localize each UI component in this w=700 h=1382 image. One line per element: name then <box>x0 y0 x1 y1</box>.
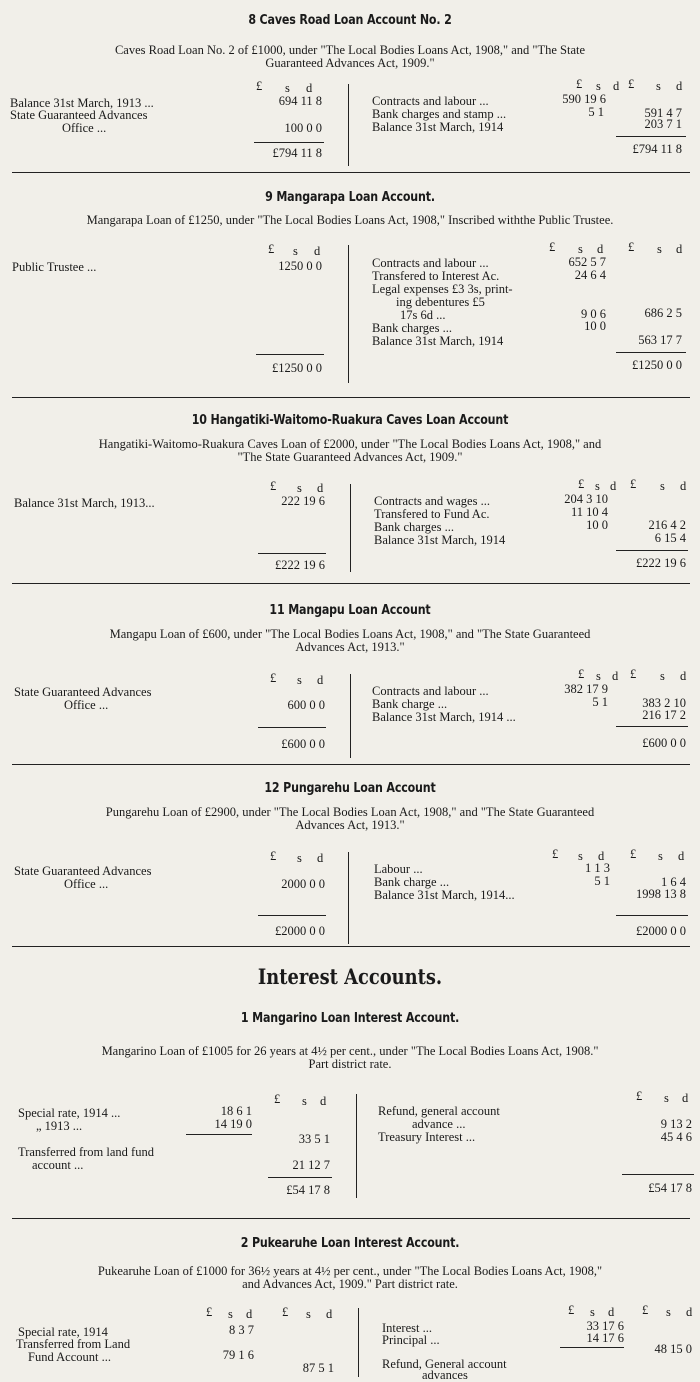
col-header-s: s <box>666 1305 671 1319</box>
col-header-s: s <box>578 849 583 863</box>
ledger-amount: 14 17 6 <box>586 1331 624 1345</box>
ledger-label: Refund, General account <box>382 1357 507 1371</box>
ledger-label: Bank charge ... <box>372 697 448 711</box>
ledger-total: £222 19 6 <box>275 558 325 572</box>
col-header-d: d <box>612 669 619 683</box>
ledger-amount: 652 5 7 <box>568 255 606 269</box>
account-title: 8 Caves Road Loan Account No. 2 <box>248 12 452 28</box>
col-header-s: s <box>590 1305 595 1319</box>
ledger-label: Contracts and labour ... <box>372 256 489 270</box>
ledger-label: advance ... <box>412 1117 466 1131</box>
ledger-amount: 686 2 5 <box>644 306 682 320</box>
col-header-s: s <box>657 242 662 256</box>
divider <box>12 764 690 765</box>
ledger-label: Contracts and labour ... <box>372 684 489 698</box>
ledger-total: £1250 0 0 <box>632 358 682 372</box>
ledger-label: advances <box>422 1368 468 1382</box>
ledger-label: State Guaranteed Advances <box>14 685 152 699</box>
ledger-amount: 5 1 <box>592 695 608 709</box>
col-header-s: s <box>297 851 302 865</box>
account-description: Mangarino Loan of £1005 for 26 years at 4½ per cent., under "The Local Bodies Loans Act, 1908." <box>101 1044 599 1058</box>
col-header-d: d <box>680 479 687 493</box>
ledger-total: £222 19 6 <box>636 556 686 570</box>
col-header-s: s <box>664 1091 669 1105</box>
col-header-pound: £ <box>630 847 637 861</box>
ledger-label: Balance 31st March, 1913 ... <box>10 96 154 110</box>
col-header-pound: £ <box>568 1303 575 1317</box>
col-header-d: d <box>676 242 683 256</box>
ledger-amount: 33 5 1 <box>298 1132 330 1146</box>
account-description: and Advances Act, 1909." Part district rate. <box>242 1277 458 1291</box>
col-header-pound: £ <box>578 667 585 681</box>
ledger-amount: 590 19 6 <box>562 92 606 106</box>
col-header-d: d <box>613 79 620 93</box>
ledger-label: Interest ... <box>382 1321 432 1335</box>
col-header-pound: £ <box>630 477 637 491</box>
ledger-amount: 24 6 4 <box>574 268 606 282</box>
account-title: 10 Hangatiki-Waitomo-Ruakura Caves Loan Account <box>191 412 509 428</box>
ledger-label: Contracts and wages ... <box>374 494 490 508</box>
account-description: Guaranteed Advances Act, 1909." <box>265 56 435 70</box>
col-header-pound: £ <box>282 1305 289 1319</box>
ledger-amount: 6 15 4 <box>654 531 686 545</box>
ledger-amount: 79 1 6 <box>222 1348 254 1362</box>
account-description: Pukearuhe Loan of £1000 for 36½ years at 4½ per cent., under "The Local Bodies Loans Act, 1908," <box>97 1264 603 1278</box>
ledger-label: Transferred from Land <box>16 1337 131 1351</box>
account-description: Hangatiki-Waitomo-Ruakura Caves Loan of £2000, under "The Local Bodies Loans Act, 1908," and <box>98 437 602 451</box>
ledger-total: £600 0 0 <box>642 736 686 750</box>
account-description: Part district rate. <box>308 1057 392 1071</box>
divider <box>12 1218 690 1219</box>
ledger-label: Office ... <box>64 877 109 891</box>
ledger-amount: 1998 13 8 <box>636 887 686 901</box>
ledger-amount: 694 11 8 <box>278 94 322 108</box>
ledger-label: Bank charge ... <box>374 875 450 889</box>
account-title: 1 Mangarino Loan Interest Account. <box>240 1010 460 1026</box>
ledger-amount: 600 0 0 <box>287 698 325 712</box>
ledger-label: State Guaranteed Advances <box>10 108 148 122</box>
ledger-label: Balance 31st March, 1914... <box>374 888 515 902</box>
ledger-total: £794 11 8 <box>272 146 322 160</box>
col-header-s: s <box>578 242 583 256</box>
col-header-pound: £ <box>552 847 559 861</box>
divider <box>12 172 690 173</box>
col-header-s: s <box>302 1094 307 1108</box>
account-description: Mangapu Loan of £600, under "The Local Bodies Loans Act, 1908," and "The State Guaranteed <box>109 627 591 641</box>
ledger-amount: 216 4 2 <box>648 518 686 532</box>
col-header-s: s <box>595 479 600 493</box>
ledger-total: £2000 0 0 <box>275 924 325 938</box>
section-heading: Interest Accounts. <box>257 964 443 989</box>
ledger-total: £600 0 0 <box>281 737 325 751</box>
ledger-label: Legal expenses £3 3s, print- <box>372 282 513 296</box>
col-header-d: d <box>317 481 324 495</box>
col-header-d: d <box>686 1305 693 1319</box>
col-header-pound: £ <box>549 240 556 254</box>
ledger-label: Labour ... <box>374 862 423 876</box>
ledger-label: 17s 6d ... <box>400 308 446 322</box>
ledger-label: Principal ... <box>382 1333 440 1347</box>
col-header-s: s <box>306 1307 311 1321</box>
account-title: 2 Pukearuhe Loan Interest Account. <box>240 1235 460 1251</box>
account-description: Advances Act, 1913." <box>295 818 405 832</box>
ledger-label: Balance 31st March, 1914 <box>372 120 504 134</box>
ledger-amount: 10 0 <box>586 518 608 532</box>
ledger-label: Special rate, 1914 <box>18 1325 108 1339</box>
ledger-label: Transfered to Fund Ac. <box>374 507 490 521</box>
ledger-amount: 383 2 10 <box>642 696 686 710</box>
ledger-amount: 203 7 1 <box>644 117 682 131</box>
col-header-d: d <box>598 849 605 863</box>
ledger-label: State Guaranteed Advances <box>14 864 152 878</box>
col-header-d: d <box>682 1091 689 1105</box>
col-header-pound: £ <box>256 79 263 93</box>
ledger-amount: 563 17 7 <box>638 333 682 347</box>
col-header-d: d <box>678 849 685 863</box>
account-description: Pungarehu Loan of £2900, under "The Local Bodies Loan Act, 1908," and "The State Guaranteed <box>105 805 595 819</box>
ledger-amount: 222 19 6 <box>281 494 325 508</box>
ledger-amount: 204 3 10 <box>564 492 608 506</box>
ledger-amount: 1250 0 0 <box>278 259 322 273</box>
account-description: "The State Guaranteed Advances Act, 1909." <box>237 450 463 464</box>
ledger-label: Contracts and labour ... <box>372 94 489 108</box>
ledger-label: Transferred from land fund <box>18 1145 154 1159</box>
ledger-amount: 382 17 9 <box>564 682 608 696</box>
ledger-label: Transfered to Interest Ac. <box>372 269 500 283</box>
ledger-amount: 5 1 <box>594 874 610 888</box>
col-header-d: d <box>326 1307 333 1321</box>
ledger-amount: 5 1 <box>588 105 604 119</box>
ledger-label: Treasury Interest ... <box>378 1130 476 1144</box>
ledger-amount: 8 3 7 <box>229 1323 254 1337</box>
ledger-label: Refund, general account <box>378 1104 500 1118</box>
divider <box>12 583 690 584</box>
col-header-pound: £ <box>578 477 585 491</box>
col-header-d: d <box>317 851 324 865</box>
ledger-amount: 591 4 7 <box>644 106 682 120</box>
col-header-d: d <box>597 242 604 256</box>
col-header-d: d <box>676 79 683 93</box>
ledger-total: £1250 0 0 <box>272 361 322 375</box>
col-header-d: d <box>680 669 687 683</box>
ledger-label: Office ... <box>62 121 107 135</box>
col-header-s: s <box>596 79 601 93</box>
col-header-pound: £ <box>274 1092 281 1106</box>
ledger-label: Bank charges ... <box>372 321 452 335</box>
col-header-pound: £ <box>270 671 277 685</box>
col-header-s: s <box>285 81 290 95</box>
ledger-amount: 21 12 7 <box>292 1158 330 1172</box>
ledger-label: Public Trustee ... <box>12 260 97 274</box>
account-description: Advances Act, 1913." <box>295 640 405 654</box>
ledger-label: ing debentures £5 <box>396 295 485 309</box>
ledger-total: £54 17 8 <box>286 1183 330 1197</box>
account-title: 11 Mangapu Loan Account <box>269 602 431 618</box>
col-header-d: d <box>314 244 321 258</box>
ledger-amount: 33 17 6 <box>586 1319 624 1333</box>
col-header-s: s <box>656 79 661 93</box>
ledger-label: Special rate, 1914 ... <box>18 1106 121 1120</box>
ledger-label: Balance 31st March, 1914 <box>372 334 504 348</box>
ledger-amount: 18 6 1 <box>220 1104 252 1118</box>
ledger-amount: 9 0 6 <box>581 307 606 321</box>
col-header-pound: £ <box>576 77 583 91</box>
col-header-pound: £ <box>636 1089 643 1103</box>
col-header-s: s <box>660 479 665 493</box>
col-header-d: d <box>610 479 617 493</box>
ledger-amount: 100 0 0 <box>284 121 322 135</box>
divider <box>12 397 690 398</box>
col-header-s: s <box>297 673 302 687</box>
ledger-amount: 87 5 1 <box>302 1361 334 1375</box>
ledger-amount: 14 19 0 <box>214 1117 252 1131</box>
ledger-label: Bank charges ... <box>374 520 454 534</box>
ledger-label: Office ... <box>64 698 109 712</box>
col-header-pound: £ <box>270 479 277 493</box>
col-header-pound: £ <box>628 77 635 91</box>
col-header-s: s <box>596 669 601 683</box>
ledger-amount: 2000 0 0 <box>281 877 325 891</box>
account-description: Mangarapa Loan of £1250, under "The Local Bodies Loans Act, 1908," Inscribed withthe Public Trustee. <box>86 213 614 227</box>
col-header-d: d <box>320 1094 327 1108</box>
col-header-s: s <box>228 1307 233 1321</box>
ledger-total: £54 17 8 <box>648 1181 692 1195</box>
ledger-label: Balance 31st March, 1914 ... <box>372 710 516 724</box>
col-header-pound: £ <box>642 1303 649 1317</box>
ledger-amount: 10 0 <box>584 319 606 333</box>
ledger-amount: 11 10 4 <box>570 505 608 519</box>
col-header-pound: £ <box>628 240 635 254</box>
ledger-label: „ 1913 ... <box>36 1119 83 1133</box>
ledger-amount: 48 15 0 <box>654 1342 692 1356</box>
ledger-total: £2000 0 0 <box>636 924 686 938</box>
col-header-d: d <box>306 81 313 95</box>
divider <box>12 946 690 947</box>
ledger-label: Balance 31st March, 1913... <box>14 496 155 510</box>
ledger-label: Bank charges and stamp ... <box>372 107 507 121</box>
ledger-label: Balance 31st March, 1914 <box>374 533 506 547</box>
ledger-label: account ... <box>32 1158 84 1172</box>
ledger-amount: 9 13 2 <box>660 1117 692 1131</box>
col-header-d: d <box>608 1305 615 1319</box>
col-header-s: s <box>297 481 302 495</box>
col-header-d: d <box>246 1307 253 1321</box>
ledger-total: £794 11 8 <box>632 142 682 156</box>
col-header-d: d <box>317 673 324 687</box>
col-header-s: s <box>293 244 298 258</box>
ledger-amount: 1 6 4 <box>661 875 686 889</box>
col-header-pound: £ <box>206 1305 213 1319</box>
col-header-s: s <box>658 849 663 863</box>
ledger-amount: 216 17 2 <box>642 708 686 722</box>
account-title: 12 Pungarehu Loan Account <box>264 780 436 796</box>
account-description: Caves Road Loan No. 2 of £1000, under "The Local Bodies Loans Act, 1908," and "The State <box>114 43 586 57</box>
col-header-pound: £ <box>270 849 277 863</box>
ledger-amount: 1 1 3 <box>585 861 610 875</box>
account-title: 9 Mangarapa Loan Account. <box>265 189 435 205</box>
col-header-pound: £ <box>268 242 275 256</box>
col-header-pound: £ <box>630 667 637 681</box>
ledger-label: Fund Account ... <box>28 1350 111 1364</box>
col-header-s: s <box>660 669 665 683</box>
ledger-amount: 45 4 6 <box>660 1130 692 1144</box>
